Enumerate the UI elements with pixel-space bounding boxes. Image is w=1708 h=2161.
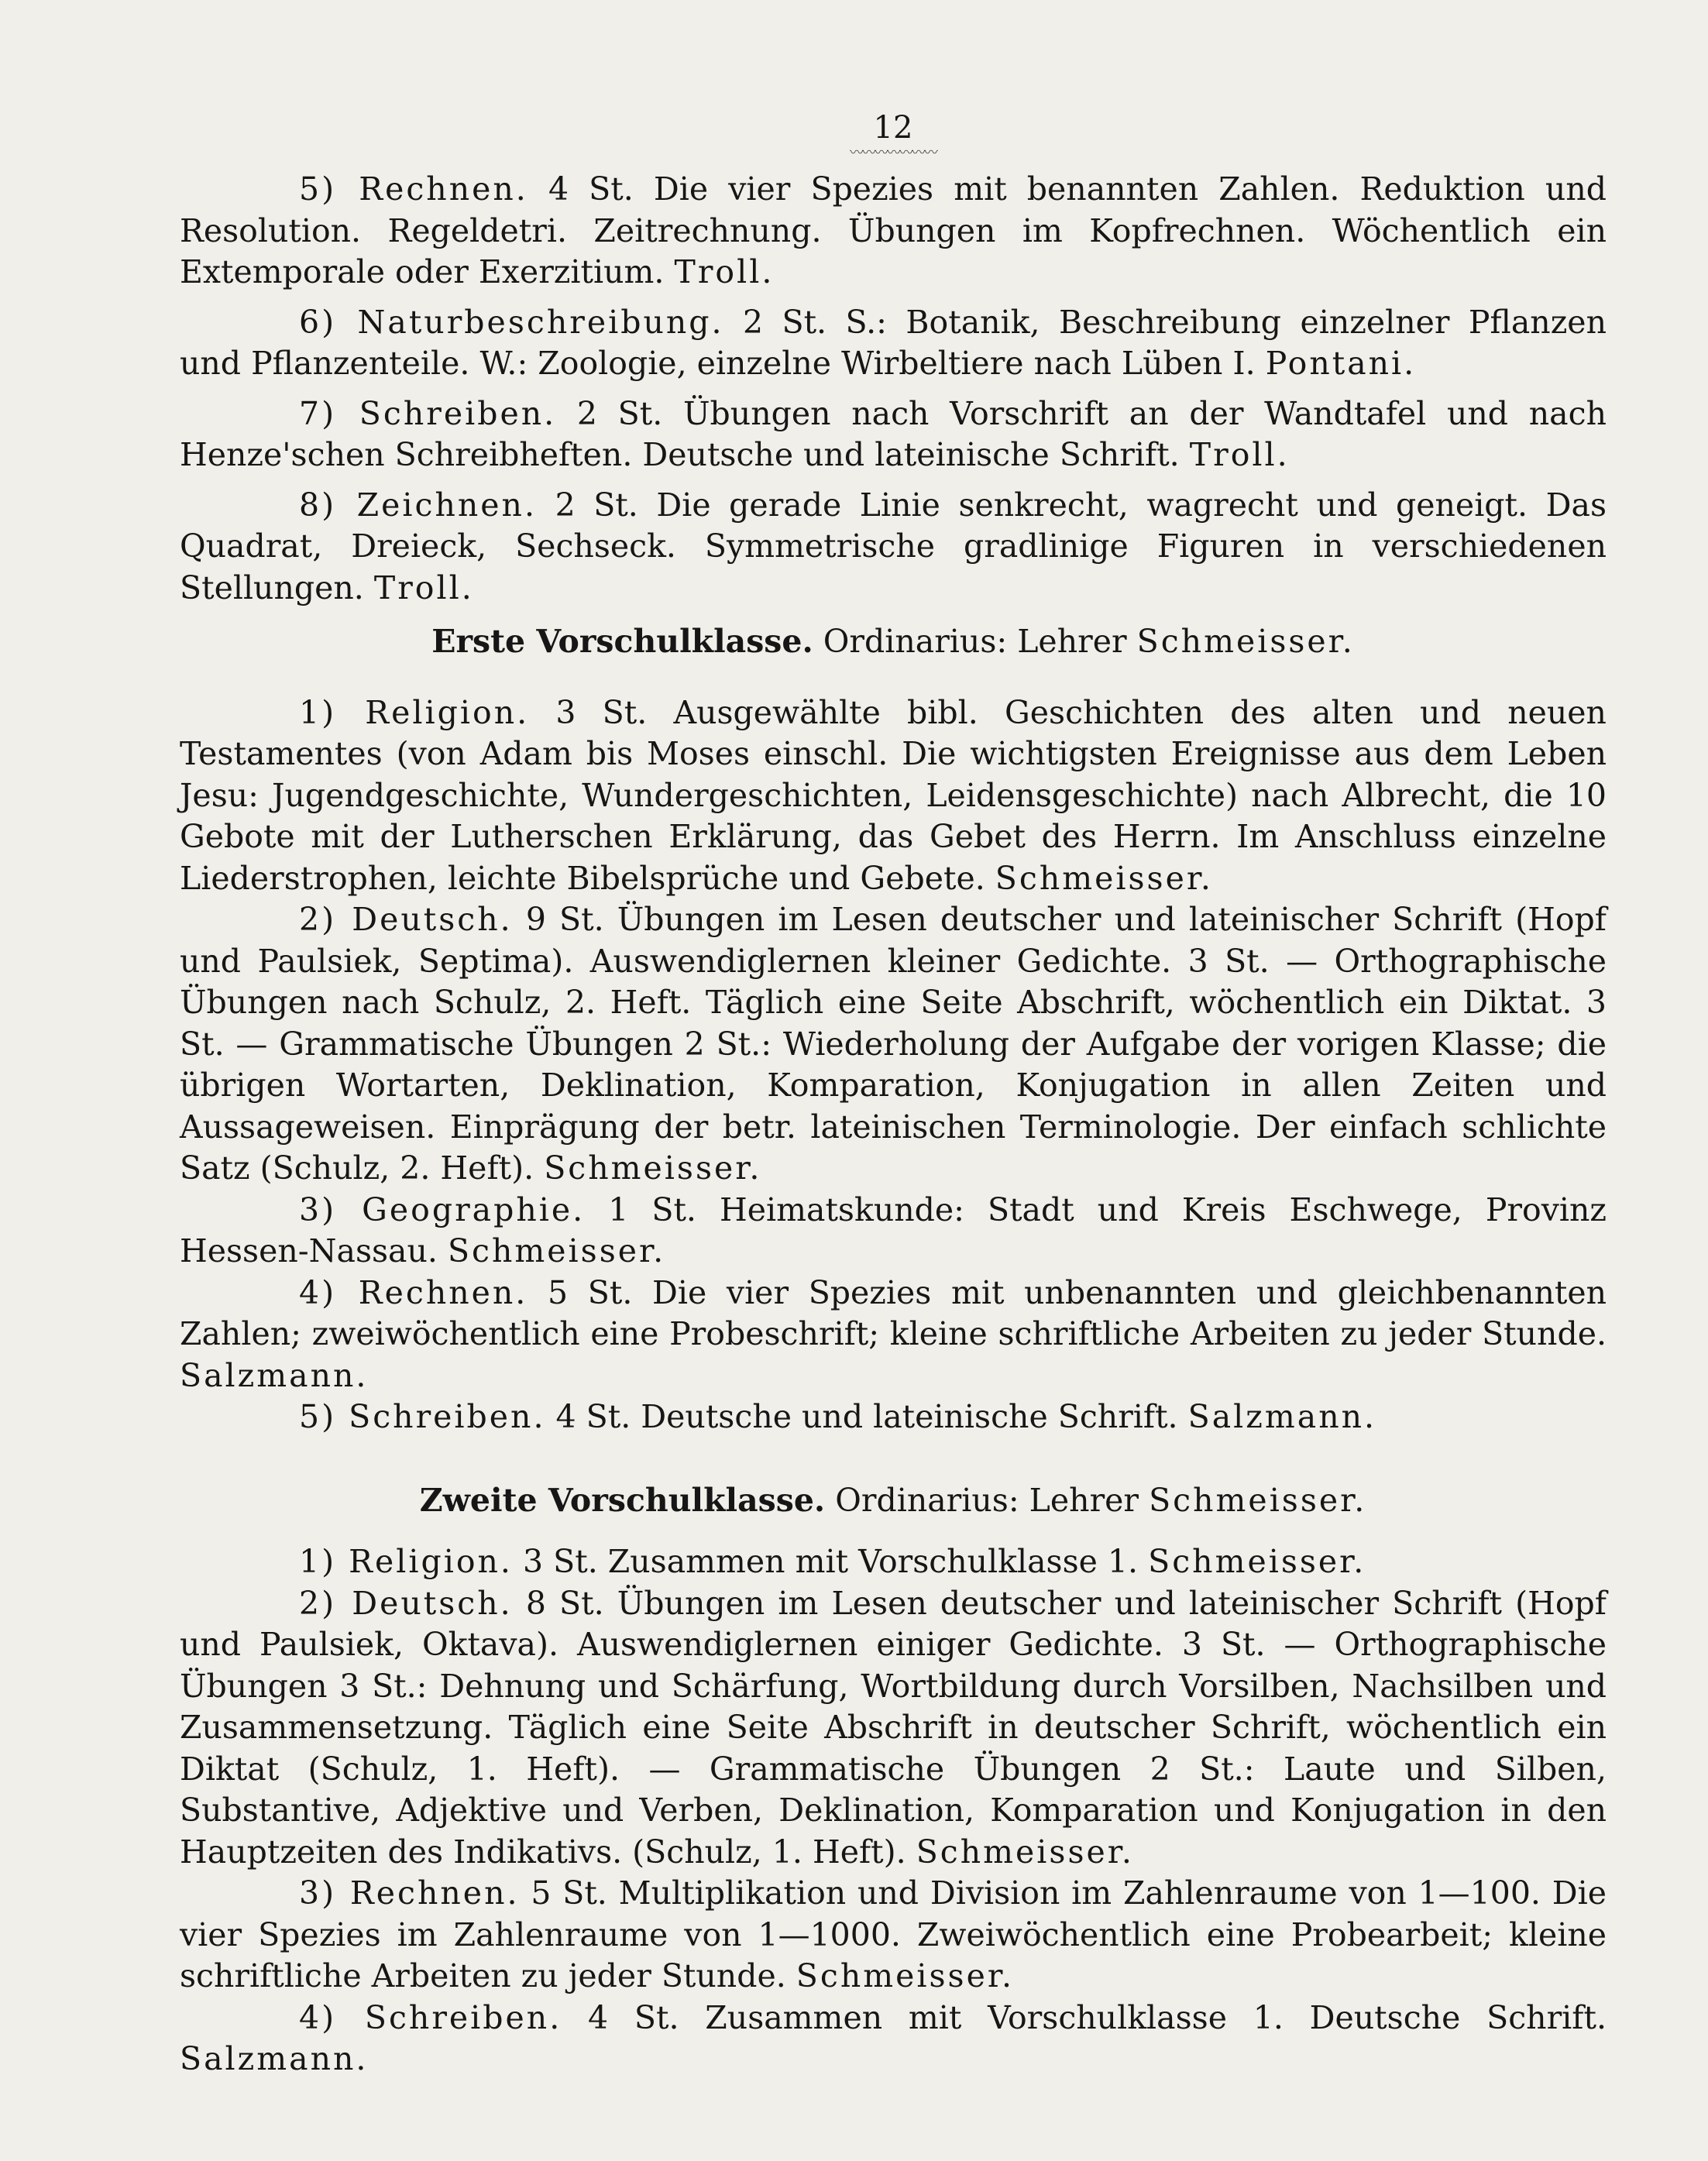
list-item bbox=[180, 1873, 1607, 1998]
item-lead: 6) Naturbeschreibung. bbox=[299, 303, 724, 341]
section-heading-zweite bbox=[180, 1480, 1607, 1522]
item-text: 1 St. Heimatskunde: Stadt und Kreis Eschwege, Provinz Hessen-Nassau. bbox=[180, 1190, 1607, 1269]
item-lead: 8) Zeichnen. bbox=[299, 486, 537, 524]
list-item bbox=[180, 302, 1607, 385]
item-lead: 1) Religion. bbox=[299, 693, 530, 731]
item-lead: 4) Schreiben. bbox=[299, 1998, 562, 2036]
item-lead: 4) Rechnen. bbox=[299, 1273, 528, 1311]
item-text: 9 St. Übungen im Lesen deutscher und lateinischer Schrift (Hopf und Paulsiek, Septima). Auswendiglernen kleiner Gedichte. 3 St. — Orthographische Übungen nach Schulz, 2. Heft. Täglich eine Seite Abschrift, wöchentlich ein Diktat. 3 St. — Grammatische Übungen 2 St.: Wiederholung der Aufgabe der vorigen Klasse; die übrigen Wortarten, Deklination, Komparation, Konjugation in allen Zeiten und Aussageweisen. Einprägung der betr. lateinischen Terminologie. Der einfach schlichte Satz (Schulz, 2. Heft). bbox=[180, 901, 1607, 1187]
section-zweite-items bbox=[180, 1541, 1607, 2080]
list-item bbox=[180, 1998, 1607, 2080]
item-lead: 1) Religion. bbox=[299, 1543, 513, 1580]
list-item bbox=[180, 899, 1607, 1190]
item-teacher: Schmeisser. bbox=[447, 1232, 666, 1269]
list-item bbox=[180, 1190, 1607, 1273]
section-heading-erste bbox=[180, 621, 1607, 663]
item-teacher: Pontani. bbox=[1265, 345, 1417, 382]
item-text: 5 St. Multiplikation und Division im Zahlenraume von 1—100. Die vier Spezies im Zahlenraume von 1—1000. Zweiwöchentlich eine Probearbeit; kleine schriftliche Arbeiten zu jeder Stunde. bbox=[180, 1874, 1607, 1994]
section-title: Erste Vorschulklasse. bbox=[431, 623, 813, 660]
list-item bbox=[180, 1583, 1607, 1874]
list-item bbox=[180, 1273, 1607, 1397]
ordinarius-name: Schmeisser. bbox=[1136, 623, 1355, 660]
item-lead: 2) Deutsch. bbox=[299, 1584, 513, 1622]
ordinarius-label: Ordinarius: Lehrer bbox=[835, 1481, 1139, 1519]
item-lead: 5) Rechnen. bbox=[299, 170, 528, 208]
list-item bbox=[180, 1397, 1607, 1438]
item-teacher: Troll. bbox=[373, 569, 474, 606]
item-teacher: Troll. bbox=[674, 253, 775, 290]
item-teacher: Salzmann. bbox=[180, 1356, 369, 1394]
item-text: 3 St. Ausgewählte bibl. Geschichten des alten und neuen Testamentes (von Adam bis Moses einschl. Die wichtigsten Ereignisse aus dem Leben Jesu: Jugendgeschichte, Wundergeschichten, Leidensgeschichte) nach Albrecht, die 10 Gebote mit der Lutherschen Erklärung, das Gebet des Herrn. Im Anschluss einzelne Liederstrophen, leichte Bibelsprüche und Gebete. bbox=[180, 693, 1607, 897]
item-text: 2 St. Die gerade Linie senkrecht, wagrecht und geneigt. Das Quadrat, Dreieck, Sechseck. Symmetrische gradlinige Figuren in verschiedenen Stellungen. bbox=[180, 486, 1607, 606]
list-item bbox=[180, 393, 1607, 476]
item-text: 2 St. Übungen nach Vorschrift an der Wandtafel und nach Henze'schen Schreibheften. Deutsche und lateinische Schrift. bbox=[180, 394, 1607, 473]
prev-section bbox=[180, 169, 1607, 609]
item-lead: 3) Geographie. bbox=[299, 1190, 586, 1228]
item-lead: 7) Schreiben. bbox=[299, 394, 557, 432]
item-teacher: Schmeisser. bbox=[995, 859, 1213, 897]
item-text: 5 St. Die vier Spezies mit unbenannten und gleichbenannten Zahlen; zweiwöchentlich eine Probeschrift; kleine schriftliche Arbeiten zu jeder Stunde. bbox=[180, 1273, 1607, 1352]
item-text: 3 St. Zusammen mit Vorschulklasse 1. bbox=[523, 1543, 1139, 1580]
item-teacher: Schmeisser. bbox=[916, 1833, 1134, 1871]
list-item bbox=[180, 485, 1607, 610]
list-item bbox=[180, 169, 1607, 294]
item-lead: 2) Deutsch. bbox=[299, 901, 513, 938]
ordinarius-name: Schmeisser. bbox=[1149, 1481, 1367, 1519]
item-teacher: Salzmann. bbox=[1187, 1398, 1377, 1435]
item-teacher: Schmeisser. bbox=[796, 1957, 1014, 1994]
item-text: 4 St. Deutsche und lateinische Schrift. bbox=[555, 1398, 1178, 1435]
item-text: 8 St. Übungen im Lesen deutscher und lateinischer Schrift (Hopf und Paulsiek, Oktava). Auswendiglernen einiger Gedichte. 3 St. — Orthographische Übungen 3 St.: Dehnung und Schärfung, Wortbildung durch Vorsilben, Nachsilben und Zusammensetzung. Täglich eine Seite Abschrift in deutscher Schrift, wöchentlich ein Diktat (Schulz, 1. Heft). — Grammatische Übungen 2 St.: Laute und Silben, Substantive, Adjektive und Verben, Deklination, Komparation und Konjugation in den Hauptzeiten des Indikativs. (Schulz, 1. Heft). bbox=[180, 1584, 1607, 1871]
item-lead: 5) Schreiben. bbox=[299, 1398, 546, 1435]
page-number: 12 bbox=[873, 110, 913, 146]
ornament-rule: 〰〰〰〰〰〰〰 bbox=[850, 147, 936, 161]
list-item bbox=[180, 1541, 1607, 1583]
ordinarius-label: Ordinarius: Lehrer bbox=[823, 623, 1127, 660]
item-teacher: Schmeisser. bbox=[544, 1149, 762, 1187]
item-teacher: Schmeisser. bbox=[1148, 1543, 1366, 1580]
item-text: 2 St. S.: Botanik, Beschreibung einzelner Pflanzen und Pflanzenteile. W.: Zoologie, einzelne Wirbeltiere nach Lüben I. bbox=[180, 303, 1607, 382]
item-text: 4 St. Zusammen mit Vorschulklasse 1. Deutsche Schrift. bbox=[588, 1998, 1607, 2036]
section-erste-items bbox=[180, 692, 1607, 1438]
item-text: 4 St. Die vier Spezies mit benannten Zahlen. Reduktion und Resolution. Regeldetri. Zeitrechnung. Übungen im Kopfrechnen. Wöchentlich ein Extemporale oder Exerzitium. bbox=[180, 170, 1607, 290]
item-teacher: Salzmann. bbox=[180, 2040, 369, 2077]
item-teacher: Troll. bbox=[1189, 436, 1290, 473]
document-sheet bbox=[180, 108, 1607, 2080]
list-item bbox=[180, 692, 1607, 900]
section-title: Zweite Vorschulklasse. bbox=[419, 1481, 826, 1519]
item-lead: 3) Rechnen. bbox=[299, 1874, 520, 1912]
